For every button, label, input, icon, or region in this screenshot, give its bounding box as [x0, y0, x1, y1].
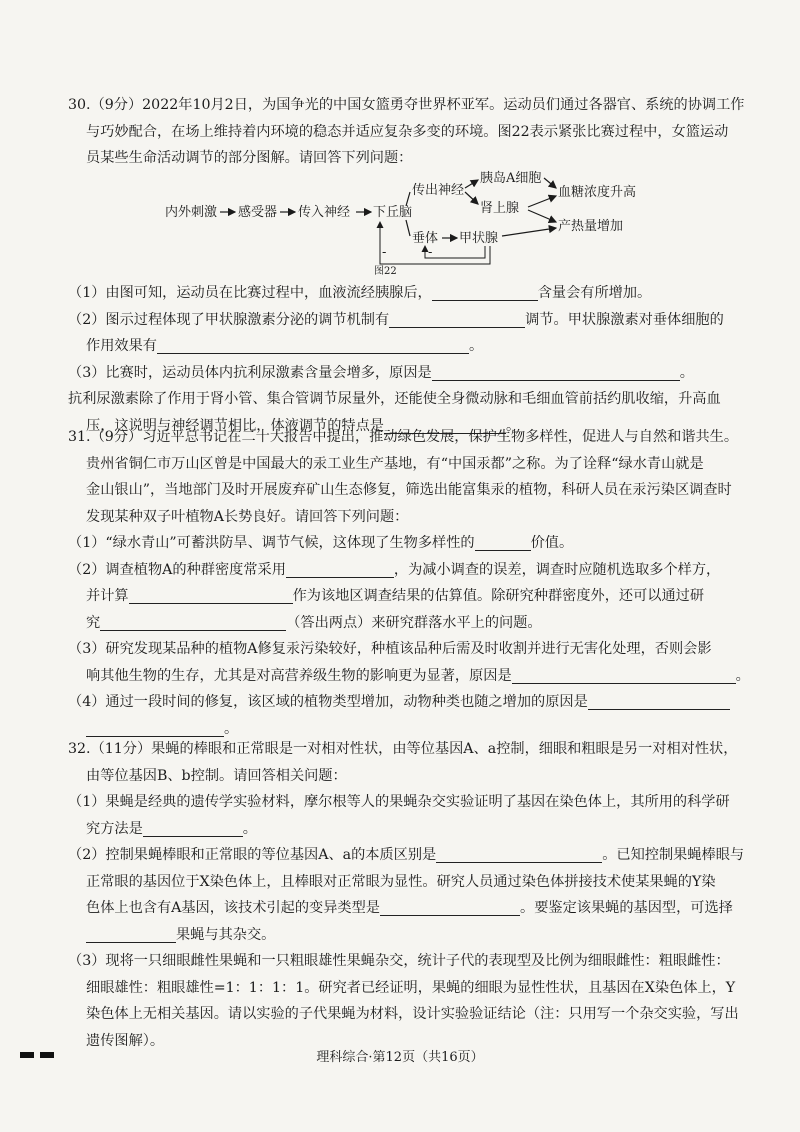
q32-sub3-cont: 细眼雄性：粗眼雄性=1：1：1：1。研究者已经证明，果蝇的细眼为显性性状，且基因在X染色体上，Y: [86, 979, 736, 996]
text: 。: [505, 417, 521, 434]
q32-line2: 由等位基因B、b控制。请回答相关问题：: [86, 767, 347, 784]
arrow: [465, 180, 478, 188]
text: 果蝇与其杂交。: [176, 926, 276, 943]
answer-blank[interactable]: [380, 899, 520, 916]
node-hypothalamus: 下丘脑: [373, 205, 413, 220]
q32-sub3: （3）现将一只细眼雌性果蝇和一只粗眼雄性果蝇杂交，统计子代的表现型及比例为细眼雌性：粗眼雌性：: [68, 953, 730, 969]
text: 作用效果有: [86, 338, 157, 354]
q30-sub2-cont: [68, 333, 728, 360]
node-pituitary: 垂体: [412, 231, 439, 246]
answer-blank[interactable]: [588, 693, 730, 710]
q32-sub2: [68, 842, 745, 869]
answer-blank[interactable]: [129, 587, 293, 604]
node-stimulus: 内外刺激: [165, 205, 218, 220]
text: 作为该地区调查结果的估算值。除研究种群密度外，还可以通过研: [292, 588, 705, 604]
node-afferent: 传入神经: [298, 205, 351, 220]
arrow: [406, 192, 410, 206]
text: （1）由图可知，运动员在比赛过程中，血液流经胰腺后，: [68, 285, 432, 301]
q32-sub3-cont2: 染色体上无相关基因。请以实验的子代果蝇为材料，设计实验验证结论（注：只用写一个杂交实验，写出: [86, 1006, 739, 1022]
q31-line2: 贵州省铜仁市万山区曾是中国最大的汞工业生产基地，有“中国汞都”之称。为了诠释“绿水青山就是: [86, 455, 704, 472]
q31-sub4: [68, 689, 728, 716]
node-efferent: 传出神经: [412, 183, 465, 198]
page-footer: 理科综合·第12页（共16页）: [316, 1050, 484, 1065]
arrow: [406, 220, 410, 236]
q31-sub2-end: [68, 610, 728, 637]
arrow: [502, 228, 556, 236]
question-32: [68, 736, 745, 1054]
text: 调节。甲状腺激素对垂体细胞的: [525, 311, 724, 328]
q30-line3: 员某些生命活动调节的部分图解。请回答下列问题：: [86, 150, 413, 166]
node-heat-increase: 产热量增加: [558, 219, 624, 234]
text: （答出两点）来研究群落水平上的问题。: [286, 614, 542, 631]
text: 。: [242, 820, 257, 837]
q32-line1: 32.（11分）果蝇的棒眼和正常眼是一对相对性状，由等位基因A、a控制，细眼和粗眼是另一对相对性状，: [68, 741, 738, 757]
text: 压，这说明与神经调节相比，体液调节的特点是: [86, 417, 384, 434]
q32-sub3-end: 遗传图解）。: [86, 1032, 165, 1049]
text: 含量会有所增加。: [537, 285, 652, 301]
q31-sub2-cont: [68, 583, 728, 610]
q30-line2: 与巧妙配合，在场上维持着内环境的稳态并适应复杂多变的环境。图22表示紧张比赛过程中，女篮运动: [86, 123, 729, 140]
q32-sub1: （1）果蝇是经典的遗传学实验材料，摩尔根等人的果蝇杂交实验证明了基因在染色体上，其所用的科学研: [68, 794, 730, 810]
q31-sub2: [68, 557, 728, 584]
q30-sub1: [68, 280, 728, 307]
node-receptor: 感受器: [238, 205, 278, 220]
negative-sign: -: [382, 245, 387, 260]
q31-sub1: [68, 530, 728, 557]
node-adrenal: 肾上腺: [480, 201, 520, 216]
text: 。: [735, 667, 750, 684]
question-30-subquestions: [68, 280, 728, 439]
answer-blank[interactable]: [436, 846, 602, 863]
text: （2）控制果蝇棒眼和正常眼的等位基因A、a的本质区别是: [68, 847, 437, 863]
answer-blank[interactable]: [157, 337, 469, 354]
q32-sub2-end: [68, 922, 728, 949]
node-islet-a-cell: 胰岛A细胞: [480, 171, 542, 186]
q30-line1: 30.（9分）2022年10月2日，为国争光的中国女篮勇夺世界杯亚军。运动员们通过各器官、系统的协调工作: [68, 97, 745, 113]
q31-sub3: （3）研究发现某品种的植物A修复汞污染较好，种植该品种后需及时收割并进行无害化处理，否则会影: [68, 641, 712, 657]
arrow: [465, 192, 478, 204]
answer-blank[interactable]: [475, 534, 531, 551]
question-30: [68, 92, 745, 172]
question-31: [68, 424, 750, 742]
regulation-diagram: [160, 170, 660, 270]
text: 价值。: [530, 535, 574, 551]
q31-line3: 金山银山”，当地部门及时开展废弃矿山生态修复，筛选出能富集汞的植物，科研人员在汞污染区调查时: [86, 482, 732, 498]
answer-blank[interactable]: [389, 311, 525, 328]
q32-sub2-cont2: [68, 895, 733, 922]
text: （3）比赛时，运动员体内抗利尿激素含量会增多，原因是: [68, 364, 432, 381]
figure-label: 图22: [374, 266, 397, 277]
answer-blank[interactable]: [432, 364, 680, 381]
q30-sub3: [68, 360, 728, 387]
arrow: [544, 178, 556, 188]
q31-line1: 31.（9分）习近平总书记在二十大报告中提出，推动绿色发展，保护生物多样性，促进人与自然和谐共生。: [68, 429, 739, 445]
q30-sub2: [68, 307, 728, 334]
text: 色体上也含有A基因，该技术引起的变异类型是: [86, 900, 380, 916]
text: 。已知控制果蝇棒眼与: [602, 847, 745, 863]
node-glucose-rise: 血糖浓度升高: [558, 185, 637, 200]
answer-blank[interactable]: [86, 926, 176, 943]
text: （2）图示过程体现了甲状腺激素分泌的调节机制有: [68, 311, 390, 328]
negative-sign: -: [428, 245, 433, 260]
q30-sub3-cont: 抗利尿激素除了作用于肾小管、集合管调节尿量外，还能使全身微动脉和毛细血管前括约肌收缩，升高血: [68, 391, 721, 407]
answer-blank[interactable]: [512, 667, 736, 684]
answer-blank[interactable]: [86, 720, 224, 737]
answer-blank[interactable]: [432, 284, 538, 301]
q31-sub3-cont: [68, 663, 750, 690]
answer-blank[interactable]: [100, 614, 286, 631]
text: 。要鉴定该果蝇的基因型，可选择: [520, 900, 733, 916]
text: 并计算: [86, 588, 129, 604]
text: 。: [224, 720, 239, 737]
answer-blank[interactable]: [143, 820, 243, 837]
text: 。: [679, 364, 694, 381]
q32-sub1-end: [68, 816, 728, 843]
text: ，为减小调查的误差，调查时应随机选取多个样方，: [393, 561, 721, 578]
q31-line4: 发现某种双子叶植物A长势良好。请回答下列问题：: [86, 508, 409, 525]
answer-blank[interactable]: [286, 561, 394, 578]
text: 。: [468, 338, 484, 354]
text: （4）通过一段时间的修复，该区域的植物类型增加，动物种类也随之增加的原因是: [68, 694, 588, 710]
text: （1）“绿水青山”可蓄洪防旱、调节气候，这体现了生物多样性的: [68, 535, 475, 551]
text: （2）调查植物A的种群密度常采用: [68, 561, 286, 578]
arrow: [528, 196, 556, 207]
text: 究方法是: [86, 820, 143, 837]
arrow: [528, 210, 556, 222]
node-thyroid: 甲状腺: [459, 231, 499, 246]
text: 响其他生物的生存，尤其是对高营养级生物的影响更为显著，原因是: [86, 667, 512, 684]
text: 究: [86, 614, 101, 631]
q32-sub2-cont: 正常眼的基因位于X染色体上，且棒眼对正常眼为显性。研究人员通过染色体拼接技术使某果蝇的Y染: [86, 873, 716, 890]
feedback-arrow-pituitary: [425, 246, 485, 258]
